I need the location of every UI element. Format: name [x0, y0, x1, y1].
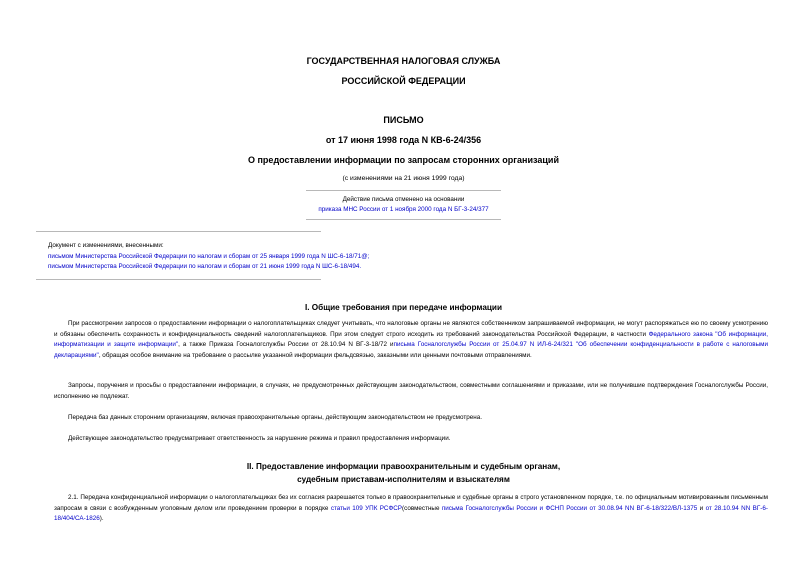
doc-title: О предоставлении информации по запросам сторонних организаций [248, 155, 559, 165]
amendment-note: (с изменениями на 21 июня 1999 года) [342, 175, 465, 182]
cancellation-link[interactable]: приказа МНС России от 1 ноября 2000 года N БГ-3-24/377 [318, 206, 489, 213]
cancellation-text: Действие письма отменено на основании [342, 196, 465, 203]
federal-law-link[interactable]: Федерального закона "Об информации, информатизации и защите информации" [54, 330, 768, 349]
divider-top [306, 190, 501, 191]
section2-heading-line2: судебным приставам-исполнителям и взыскателям [297, 475, 510, 484]
agency-name-line2: РОССИЙСКОЙ ФЕДЕРАЦИИ [341, 76, 466, 86]
gns-letter-link[interactable]: письма Госналогслужбы России от 25.04.97 N ИЛ-6-24/321 "Об обеспечении конфиденциальности в работе с налоговыми декларациями" [54, 341, 768, 359]
section1-paragraph-2: Запросы, поручения и просьбы о предоставлении информации, в случаях, не предусмотренных действующим законодательством, совместными соглашениями и приказами, или не получившие подтверждения Госналогслужбы России, исполнению не подлежат. [54, 382, 768, 400]
amended-block-top-rule [36, 231, 321, 232]
section2-paragraph-1: 2.1. Передача конфиденциальной информации о налогоплательщиках без их согласия разрешается только в правоохранительные и судебные органы в строго установленном порядке, т.е. по официальным мотивированным письменным запросам в связи с возбужденным уголовным делом или проведением проверки в порядке статьи 109 УПК РСФСР(совместные письма Госналогслужбы России и ФСНП России от 30.08.94 NN ВГ-6-18/322/ВЛ-1375 и от 28.10.94 NN ВГ-6-18/404/СА-1826). [54, 494, 768, 523]
amended-by-block [48, 241, 369, 273]
joint-letter-link-1[interactable]: письма Госналогслужбы России и ФСНП России от 30.08.94 NN ВГ-6-18/322/ВЛ-1375 [441, 504, 698, 512]
section1-paragraph-1: При рассмотрении запросов о предоставлении информации о налогоплательщиках следует учитывать, что налоговые органы не являются собственником запрашиваемой информации, не могут распоряжаться ею по своему усмотрению и обязаны обеспечить сохранность и конфиденциальность сведений налогоплательщиков. При этом следует строго исходить из требований законодательства Российской Федерации, в частности Федерального закона "Об информации, информатизации и защите информации", а также Приказа Госналогслужбы России от 28.10.94 N ВГ-3-18/72 иписьма Госналогслужбы России от 25.04.97 N ИЛ-6-24/321 "Об обеспечении конфиденциальности в работе с налоговыми декларациями", обращая особое внимание на требование о рассылке указанной информации фельдсвязью, заказными или ценными почтовыми отправлениями. [54, 320, 768, 359]
amended-by-label: Документ с изменениями, внесенными: [48, 242, 164, 249]
agency-name-line1: ГОСУДАРСТВЕННАЯ НАЛОГОВАЯ СЛУЖБА [306, 56, 501, 66]
doc-date-number: от 17 июня 1998 года N КВ-6-24/356 [325, 135, 482, 145]
section1-paragraph-4: Действующее законодательство предусматривает ответственность за нарушение режима и правил предоставления информации. [68, 435, 451, 442]
amendment-link-1[interactable]: письмом Министерства Российской Федерации по налогам и сборам от 25 января 1999 года N ШС-6-18/71@; [48, 252, 370, 260]
joint-letter-link-2[interactable]: от 28.10.94 NN ВГ-6-18/404/СА-1826 [54, 504, 768, 523]
doc-type: ПИСЬМО [383, 115, 424, 125]
section1-paragraph-3: Передача баз данных сторонним организациям, включая правоохранительные органы, действующим законодательством не предусмотрена. [68, 414, 482, 421]
section1-heading: I. Общие требования при передаче информации [304, 303, 502, 312]
upk-article-link[interactable]: статьи 109 УПК РСФСР [330, 504, 402, 512]
amended-block-bottom-rule [36, 279, 321, 280]
amendment-link-2[interactable]: письмом Министерства Российской Федерации по налогам и сборам от 21 июня 1999 года N ШС-6-18/494. [48, 263, 362, 271]
divider-bottom [306, 219, 501, 220]
section2-heading-line1: II. Предоставление информации правоохранительным и судебным органам, [246, 462, 561, 471]
